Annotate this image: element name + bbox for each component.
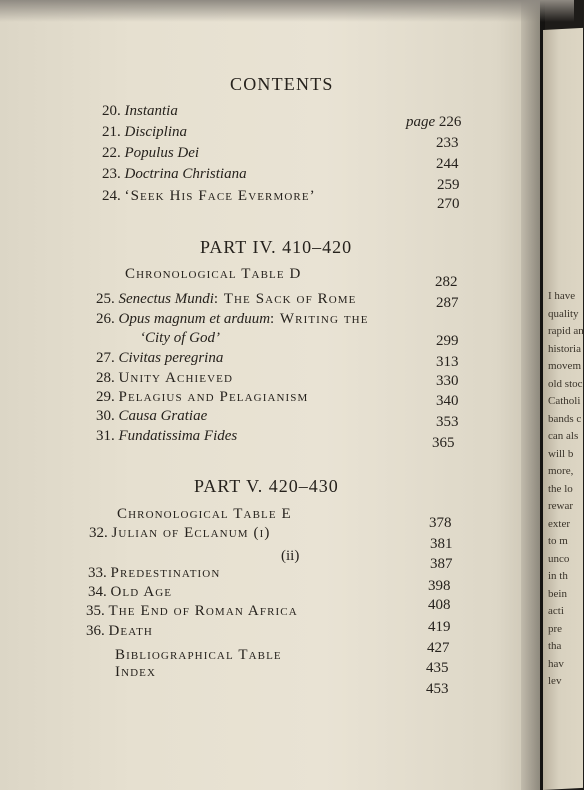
toc-page-24: 270 [437,196,460,212]
toc-entry-24: 24. ‘Seek His Face Evermore’ [102,188,316,204]
toc-page-22: 244 [436,156,459,172]
toc-entry-20: 20. Instantia [102,103,178,119]
facing-page-line: bands c [548,412,582,425]
toc-page-36: 427 [427,640,450,656]
toc-page-32-ii: 387 [430,556,453,572]
part-iv-heading: PART IV. 410–420 [200,237,353,257]
toc-page-29: 340 [436,393,459,409]
toc-page-index: 453 [426,681,449,697]
toc-entry-30: 30. Causa Gratiae [96,408,208,424]
toc-page-28: 330 [436,373,459,389]
toc-page-chron-e: 378 [429,515,452,531]
toc-page-32: 381 [430,536,453,552]
toc-entry-22: 22. Populus Dei [102,145,200,161]
toc-page-20: page 226 [406,114,462,130]
facing-page-line: tha [548,640,562,652]
toc-entry-32-ii: (ii) [281,548,300,564]
toc-entry-34: 34. Old Age [88,584,173,600]
facing-page-line: bein [548,587,567,600]
facing-page-line: acti [548,605,564,617]
toc-page-23: 259 [437,177,460,193]
facing-page-line: historia [548,342,581,355]
part-v-heading: PART V. 420–430 [194,476,339,496]
toc-page-bibliographical-table: 435 [426,660,449,676]
index-entry: Index [115,664,157,680]
toc-page-25: 287 [436,295,459,311]
facing-page-line: movem [548,360,581,372]
toc-entry-31: 31. Fundatissima Fides [96,428,238,444]
facing-page-line: the lo [548,482,573,495]
contents-title: CONTENTS [230,74,334,94]
facing-page-line: will b [548,447,574,460]
toc-entry-32: 32. Julian of Eclanum (i) [89,525,271,541]
toc-entry-29: 29. Pelagius and Pelagianism [96,389,309,405]
facing-page-line: rapid an [548,325,584,337]
facing-page-line: Catholi [548,395,581,407]
toc-entry-36: 36. Death [86,623,153,639]
facing-page-line: old stoc [548,377,583,390]
book-gutter [521,0,545,790]
facing-page-line: lev [548,675,562,687]
toc-entry-27: 27. Civitas peregrina [96,350,224,366]
facing-page-text [548,288,584,691]
toc-entry-25: 25. Senectus Mundi: The Sack of Rome [96,291,357,307]
toc-page-31: 365 [432,435,455,451]
facing-page-line: hav [548,657,564,670]
toc-page-30: 353 [436,414,459,430]
toc-page-34: 408 [428,597,451,613]
toc-page-33: 398 [428,578,451,594]
facing-page-line: unco [548,552,570,565]
toc-entry-28: 28. Unity Achieved [96,370,234,386]
toc-entry-26: 26. Opus magnum et arduum: Writing the [96,311,369,327]
facing-page-line: exter [548,517,570,530]
facing-page-line: can als [548,430,579,442]
facing-page-line: in th [548,570,568,582]
facing-page-line: more, [548,465,574,477]
toc-page-21: 233 [436,135,459,151]
facing-page-line: quality [548,307,579,320]
toc-entry-23: 23. Doctrina Christiana [102,166,247,182]
facing-page-line: pre [548,622,563,635]
bibliographical-table: Bibliographical Table [115,647,282,663]
toc-entry-21: 21. Disciplina [102,124,187,140]
toc-entry-26-cont: ‘City of God’ [140,330,220,346]
toc-entry-33: 33. Predestination [88,565,221,581]
toc-page-26: 299 [436,333,459,349]
top-shadow [0,0,574,22]
toc-page-35: 419 [428,619,451,635]
facing-page-line: to m [548,535,568,547]
toc-page-27: 313 [436,354,459,370]
facing-page-line: I have [548,290,576,302]
toc-page-chron-d: 282 [435,274,458,290]
chronological-table-e: Chronological Table E [117,506,292,522]
toc-entry-35: 35. The End of Roman Africa [86,603,298,619]
chronological-table-d: Chronological Table D [125,266,302,282]
facing-page-line: rewar [548,500,574,512]
